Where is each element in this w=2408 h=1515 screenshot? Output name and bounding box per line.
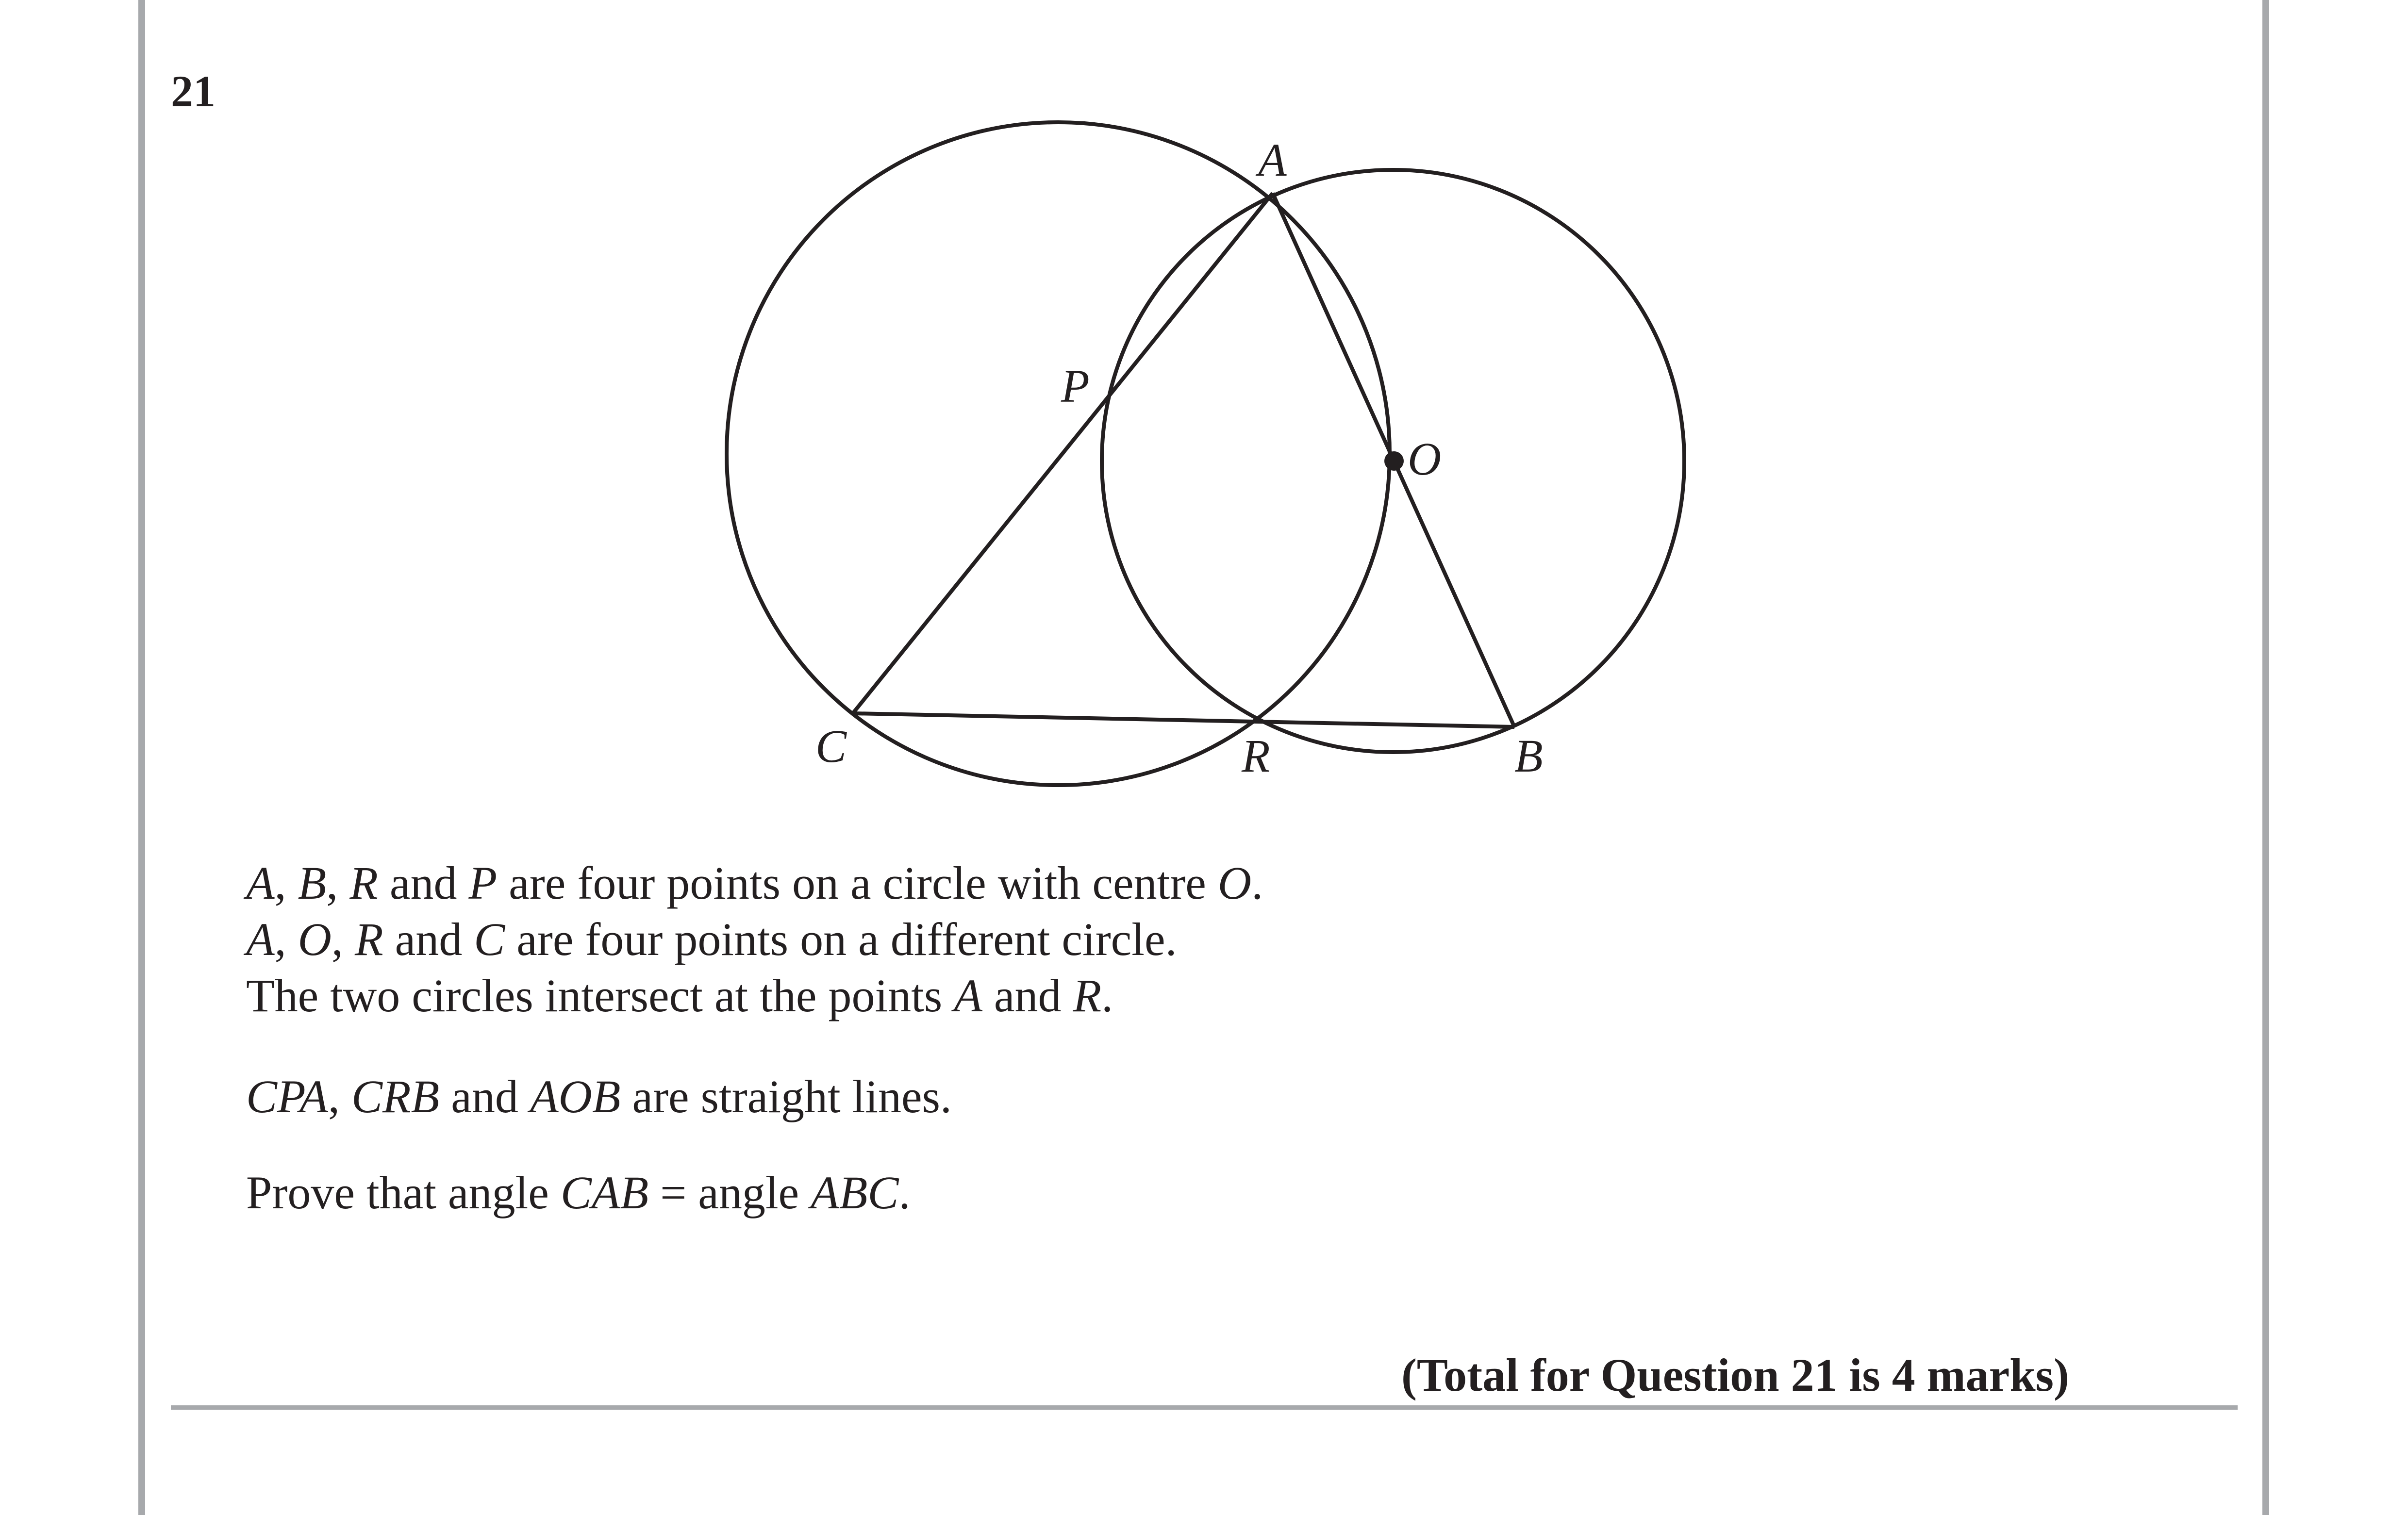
label-a: A [1258,134,1287,186]
label-o: O [1408,433,1442,485]
question-divider [171,1405,2238,1410]
paragraph-1-line-3: The two circles intersect at the points A and R. [246,970,1113,1021]
label-b: B [1514,730,1543,782]
paragraph-1-line-2: A, O, R and C are four points on a different circle. [246,913,1177,965]
question-paragraph-2: CPA, CRB and AOB are straight lines. [246,1070,952,1122]
question-paragraph-1 [246,855,1263,1024]
label-c: C [815,720,847,772]
line-crb [853,713,1514,727]
label-p: P [1061,360,1090,412]
total-marks: (Total for Question 21 is 4 marks) [1401,1349,2069,1401]
paragraph-1-line-1: A, B, R and P are four points on a circle with centre O. [246,857,1263,909]
label-r: R [1242,730,1270,782]
question-number: 21 [171,66,216,116]
centre-o-point [1384,451,1404,471]
question-paragraph-3: Prove that angle CAB = angle ABC. [246,1167,911,1219]
line-cpa [853,193,1273,713]
circle-aorc [727,122,1390,785]
